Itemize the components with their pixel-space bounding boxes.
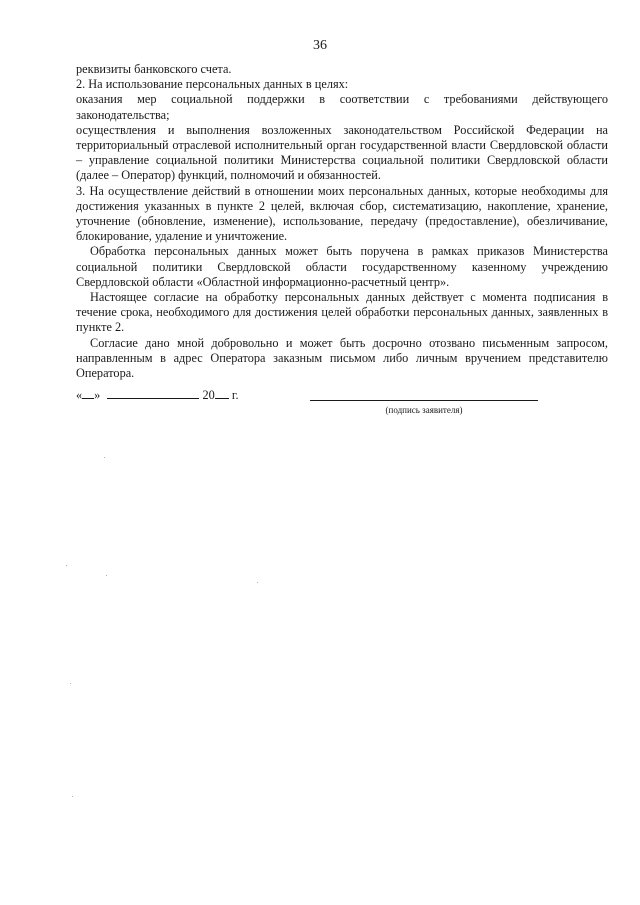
scan-speck	[70, 683, 71, 684]
paragraph-purpose-social-support: оказания мер социальной поддержки в соответствии с требованиями действующего законодательства;	[76, 92, 608, 122]
document-body	[76, 62, 608, 381]
scan-speck	[72, 796, 73, 797]
paragraph-consent-revocation: Согласие дано мной добровольно и может быть досрочно отозвано письменным запросом, направленным в адрес Оператора заказным письмом либо личным вручением представителю Оператора.	[76, 335, 608, 381]
day-blank	[82, 398, 94, 399]
date-quote-close: »	[94, 388, 101, 402]
paragraph-item-3-actions: 3. На осуществление действий в отношении моих персональных данных, которые необходимы для достижения указанных в пункте 2 целей, включая сбор, систематизацию, накопление, хранение, уточнение (обновление, изменение), использование, передачу (предоставление), обезличивание, блокирование, удаление и уничтожение.	[76, 183, 608, 244]
signature-line	[310, 400, 538, 401]
scan-speck	[257, 582, 258, 583]
paragraph-item-2-heading: 2. На использование персональных данных в целях:	[76, 77, 349, 92]
year-suffix: г.	[231, 388, 239, 402]
paragraph-bank-details: реквизиты банковского счета.	[76, 62, 232, 76]
scan-speck	[106, 575, 107, 576]
signature-caption: (подпись заявителя)	[385, 405, 463, 415]
paragraph-processing-delegation: Обработка персональных данных может быть поручена в рамках приказов Министерства социальной политики Свердловской области государственному казенному учреждению Свердловской области «Областной информационно-расчетный центр».	[76, 244, 608, 289]
year-prefix: 20	[202, 388, 215, 402]
scan-speck	[66, 565, 67, 566]
month-blank	[107, 398, 199, 399]
paragraph-consent-duration: Настоящее согласие на обработку персональных данных действует с момента подписания в течение срока, необходимого для достижения целей обработки персональных данных, заявленных в пункте 2.	[76, 290, 608, 335]
year-blank	[215, 398, 229, 399]
paragraph-purpose-operator-functions: осуществления и выполнения возложенных законодательством Российской Федерации на территориальный отраслевой исполнительный орган государственной власти Свердловской области – управление социальной политики Министерства социальной политики Свердловской области (далее – Оператор) функций, полномочий и обязанностей.	[76, 122, 608, 183]
page-number: 36	[313, 38, 327, 53]
date-field	[76, 388, 239, 403]
date-quote-open: «	[76, 388, 83, 402]
scan-speck	[104, 457, 105, 458]
